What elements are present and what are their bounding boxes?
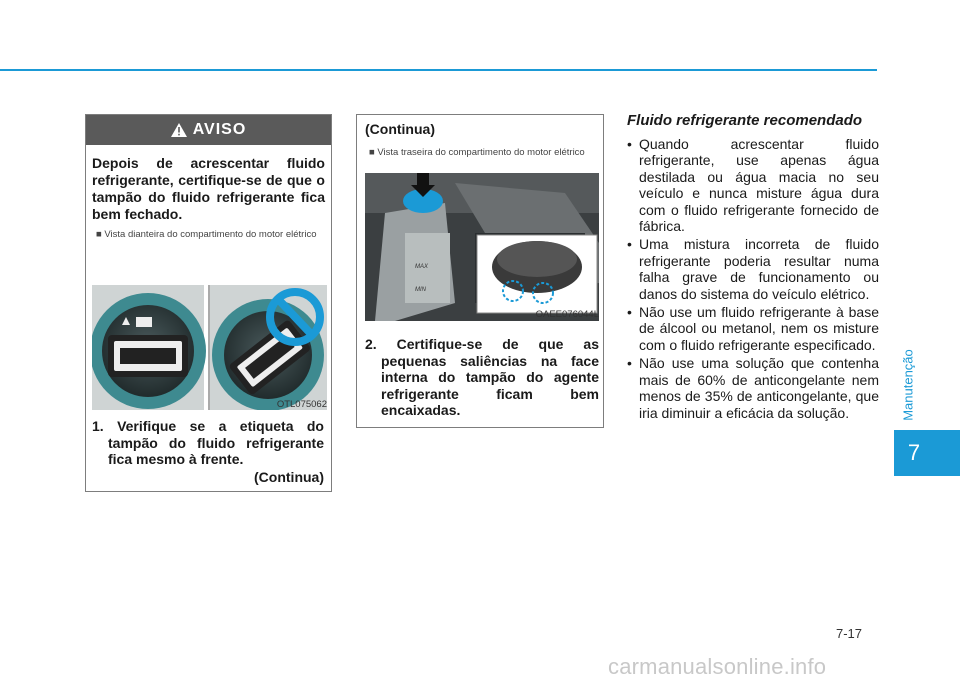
warning-icon [171, 123, 187, 137]
step-2: 2. Certifique-se de que as pequenas saliências na face interna do tampão do agente refrigerante ficam bem encaixadas. [365, 336, 599, 418]
continued-label: (Continua) [254, 468, 324, 485]
figure2-code: OAEE076044L [535, 309, 599, 320]
chapter-side-label: Manutenção [900, 349, 916, 421]
coolant-section [627, 112, 879, 423]
continued-heading: (Continua) [365, 121, 435, 137]
max-mark: MAX [415, 264, 429, 270]
figure2-caption: ■ Vista traseira do compartimento do motor elétrico [369, 147, 585, 158]
chapter-number: 7 [907, 440, 921, 465]
list-item: • Quando acrescentar fluido refrigerante, use apenas água destilada ou água macia no seu veículo e nunca misture água dura com o fluido refrigerante fornecido de fábrica. [627, 136, 879, 234]
page-number: 7-17 [836, 626, 863, 641]
instruction-box [356, 114, 604, 428]
coolant-cap-figure [92, 285, 327, 410]
coolant-bullet-list [627, 136, 879, 421]
warning-header [86, 115, 331, 145]
figure1-caption: ■ Vista dianteira do compartimento do motor elétrico [96, 229, 317, 240]
header-rule [0, 69, 877, 71]
figure1-code: OTL075062 [276, 399, 327, 410]
watermark: carmanualsonline.info [608, 654, 827, 679]
section-title: Fluido refrigerante recomendado [627, 112, 863, 129]
step-1: 1. Verifique se a etiqueta do tampão do fluido refrigerante fica mesmo à frente. [92, 418, 324, 467]
list-item: • Não use um fluido refrigerante à base de álcool ou metanol, nem os misture com o fluido refrigerante especificado. [627, 304, 879, 353]
warning-title: AVISO [192, 121, 247, 138]
engine-compartment-figure [365, 173, 599, 321]
warning-text: Depois de acrescentar fluido refrigerante, certifique-se de que o tampão do fluido refrigerante fica bem fechado. [92, 155, 325, 222]
warning-box [85, 114, 332, 492]
list-item: • Não use uma solução que contenha mais de 60% de anticongelante nem menos de 35% de anticongelante, que iria diminuir a eficácia da solução. [627, 355, 879, 421]
chapter-tab[interactable] [894, 430, 960, 476]
min-mark: MIN [415, 287, 426, 293]
list-item: • Uma mistura incorreta de fluido refrigerante poderia resultar numa falha grave de funcionamento ou danos do sistema do veículo elétrico. [627, 236, 879, 302]
